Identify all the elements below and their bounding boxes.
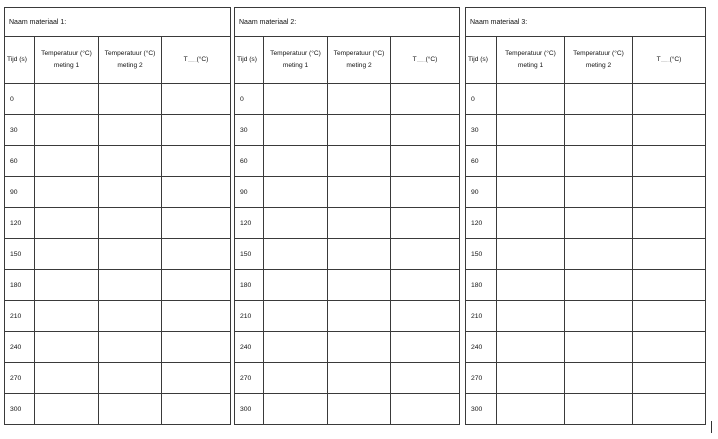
- time-value: 90: [466, 177, 497, 208]
- measurement-2-cell[interactable]: [565, 239, 633, 270]
- measurement-2-cell[interactable]: [99, 115, 162, 146]
- measurement-2-cell[interactable]: [99, 394, 162, 425]
- average-cell[interactable]: [391, 270, 460, 301]
- table-row: [5, 363, 231, 394]
- table-row: [5, 208, 231, 239]
- table-row: [5, 115, 231, 146]
- measurement-2-cell[interactable]: [565, 394, 633, 425]
- average-cell[interactable]: [162, 363, 231, 394]
- average-cell[interactable]: [162, 394, 231, 425]
- avg-subscript: ........: [187, 57, 197, 63]
- table-row: [235, 146, 460, 177]
- temperature-measurement-2-header-line2: meting 2: [346, 62, 372, 69]
- average-cell[interactable]: [633, 146, 706, 177]
- time-value: 60: [235, 146, 264, 177]
- time-value: 240: [5, 332, 35, 363]
- average-cell[interactable]: [633, 332, 706, 363]
- measurement-1-cell[interactable]: [497, 208, 565, 239]
- measurement-2-cell[interactable]: [328, 239, 391, 270]
- measurement-1-cell[interactable]: [35, 394, 99, 425]
- table-row: [466, 301, 706, 332]
- measurement-2-cell[interactable]: [99, 146, 162, 177]
- average-cell[interactable]: [391, 146, 460, 177]
- time-value: 270: [235, 363, 264, 394]
- time-value: 90: [235, 177, 264, 208]
- time-value: 210: [466, 301, 497, 332]
- measurement-2-cell[interactable]: [328, 301, 391, 332]
- time-column-header: Tijd (s): [5, 37, 35, 84]
- measurement-1-cell[interactable]: [35, 208, 99, 239]
- measurement-1-cell[interactable]: [497, 332, 565, 363]
- measurement-1-cell[interactable]: [264, 177, 328, 208]
- average-cell[interactable]: [391, 394, 460, 425]
- average-cell[interactable]: [162, 332, 231, 363]
- measurement-table-2: [234, 7, 460, 425]
- measurement-2-cell[interactable]: [328, 332, 391, 363]
- measurement-1-cell[interactable]: [497, 84, 565, 115]
- table-row: [5, 177, 231, 208]
- table-row: [5, 239, 231, 270]
- measurement-1-cell[interactable]: [35, 301, 99, 332]
- average-cell[interactable]: [633, 394, 706, 425]
- table-row: [466, 332, 706, 363]
- temperature-measurement-1-header: [497, 37, 565, 84]
- avg-unit: (°C): [425, 55, 438, 63]
- table-row: [466, 394, 706, 425]
- measurement-1-cell[interactable]: [35, 332, 99, 363]
- average-cell[interactable]: [633, 363, 706, 394]
- measurement-1-cell[interactable]: [35, 177, 99, 208]
- temperature-measurement-1-header-line2: meting 1: [282, 62, 309, 69]
- measurement-2-cell[interactable]: [328, 394, 391, 425]
- average-cell[interactable]: [162, 208, 231, 239]
- measurement-1-cell[interactable]: [497, 301, 565, 332]
- measurement-2-cell[interactable]: [99, 177, 162, 208]
- temperature-measurement-1-header: [264, 37, 328, 84]
- average-temperature-header: [162, 37, 231, 84]
- temperature-measurement-1-header-line2: meting 1: [517, 62, 544, 69]
- time-column-header: Tijd (s): [466, 37, 497, 84]
- average-cell[interactable]: [162, 115, 231, 146]
- time-value: 180: [235, 270, 264, 301]
- avg-subscript: ........: [416, 57, 426, 63]
- measurement-1-cell[interactable]: [497, 239, 565, 270]
- measurement-1-cell[interactable]: [497, 115, 565, 146]
- measurement-table-3: [465, 7, 706, 425]
- table-row: [235, 332, 460, 363]
- measurement-2-cell[interactable]: [328, 84, 391, 115]
- measurement-2-cell[interactable]: [565, 84, 633, 115]
- average-cell[interactable]: [162, 177, 231, 208]
- measurement-2-cell[interactable]: [565, 115, 633, 146]
- time-value: 210: [235, 301, 264, 332]
- material-name-field[interactable]: Naam materiaal 1:: [5, 8, 231, 37]
- table-row: [5, 301, 231, 332]
- measurement-2-cell[interactable]: [99, 363, 162, 394]
- average-cell[interactable]: [633, 84, 706, 115]
- average-cell[interactable]: [633, 177, 706, 208]
- average-cell[interactable]: [162, 270, 231, 301]
- measurement-1-cell[interactable]: [264, 208, 328, 239]
- measurement-1-cell[interactable]: [497, 177, 565, 208]
- avg-unit: (°C): [196, 55, 209, 63]
- time-value: 30: [235, 115, 264, 146]
- temperature-measurement-1-header-line1: Temperatuur (°C): [505, 50, 556, 57]
- measurement-2-cell[interactable]: [565, 332, 633, 363]
- avg-symbol: T: [656, 55, 661, 63]
- measurement-2-cell[interactable]: [565, 301, 633, 332]
- temperature-measurement-1-header-line1: Temperatuur (°C): [41, 50, 92, 57]
- table-row: [5, 146, 231, 177]
- average-cell[interactable]: [633, 208, 706, 239]
- measurement-2-cell[interactable]: [565, 177, 633, 208]
- time-value: 120: [466, 208, 497, 239]
- measurement-1-cell[interactable]: [264, 270, 328, 301]
- measurement-1-cell[interactable]: [35, 239, 99, 270]
- measurement-1-cell[interactable]: [35, 146, 99, 177]
- table-row: [466, 84, 706, 115]
- time-value: 270: [5, 363, 35, 394]
- measurement-2-cell[interactable]: [565, 270, 633, 301]
- average-cell[interactable]: [162, 301, 231, 332]
- measurement-1-cell[interactable]: [497, 363, 565, 394]
- time-value: 240: [235, 332, 264, 363]
- time-value: 30: [466, 115, 497, 146]
- average-cell[interactable]: [162, 84, 231, 115]
- temperature-measurement-2-header-line1: Temperatuur (°C): [333, 50, 385, 57]
- temperature-measurement-2-header-line1: Temperatuur (°C): [573, 50, 624, 57]
- measurement-1-cell[interactable]: [497, 394, 565, 425]
- time-value: 300: [466, 394, 497, 425]
- table-row: [5, 332, 231, 363]
- average-cell[interactable]: [391, 115, 460, 146]
- temperature-measurement-2-header-line2: meting 2: [117, 62, 143, 69]
- text-cursor: [711, 421, 712, 433]
- table-row: [466, 115, 706, 146]
- temperature-measurement-2-header-line1: Temperatuur (°C): [104, 50, 156, 57]
- table-row: [235, 301, 460, 332]
- time-value: 180: [5, 270, 35, 301]
- measurement-1-cell[interactable]: [35, 115, 99, 146]
- average-cell[interactable]: [391, 84, 460, 115]
- measurement-2-cell[interactable]: [328, 363, 391, 394]
- measurement-2-cell[interactable]: [328, 208, 391, 239]
- measurement-2-cell[interactable]: [99, 208, 162, 239]
- temperature-measurement-1-header-line1: Temperatuur (°C): [270, 50, 321, 57]
- temperature-measurement-2-header-line2: meting 2: [585, 62, 612, 69]
- measurement-1-cell[interactable]: [264, 332, 328, 363]
- measurement-2-cell[interactable]: [565, 208, 633, 239]
- time-value: 0: [466, 84, 497, 115]
- measurement-2-cell[interactable]: [99, 239, 162, 270]
- table-row: [5, 394, 231, 425]
- average-cell[interactable]: [633, 301, 706, 332]
- average-cell[interactable]: [391, 332, 460, 363]
- table-row: [466, 239, 706, 270]
- measurement-1-cell[interactable]: [35, 363, 99, 394]
- average-cell[interactable]: [391, 363, 460, 394]
- average-temperature-header: [391, 37, 460, 84]
- measurement-2-cell[interactable]: [565, 146, 633, 177]
- time-value: 240: [466, 332, 497, 363]
- material-name-field[interactable]: Naam materiaal 2:: [235, 8, 460, 37]
- table-row: [235, 239, 460, 270]
- time-value: 150: [5, 239, 35, 270]
- average-cell[interactable]: [391, 239, 460, 270]
- time-value: 60: [466, 146, 497, 177]
- average-cell[interactable]: [391, 208, 460, 239]
- measurement-1-cell[interactable]: [264, 115, 328, 146]
- time-value: 300: [235, 394, 264, 425]
- time-column-header: Tijd (s): [235, 37, 264, 84]
- time-value: 0: [5, 84, 35, 115]
- time-value: 180: [466, 270, 497, 301]
- measurement-1-cell[interactable]: [264, 239, 328, 270]
- material-name-field[interactable]: Naam materiaal 3:: [466, 8, 706, 37]
- time-value: 60: [5, 146, 35, 177]
- measurement-2-cell[interactable]: [328, 146, 391, 177]
- average-cell[interactable]: [391, 177, 460, 208]
- time-value: 120: [5, 208, 35, 239]
- temperature-measurement-1-header-line2: meting 1: [53, 62, 80, 69]
- table-row: [466, 208, 706, 239]
- time-value: 150: [466, 239, 497, 270]
- time-value: 300: [5, 394, 35, 425]
- measurement-2-cell[interactable]: [328, 177, 391, 208]
- average-cell[interactable]: [162, 239, 231, 270]
- measurement-2-cell[interactable]: [565, 363, 633, 394]
- table-row: [235, 115, 460, 146]
- table-row: [235, 363, 460, 394]
- time-value: 270: [466, 363, 497, 394]
- measurement-1-cell[interactable]: [497, 146, 565, 177]
- table-row: [466, 177, 706, 208]
- average-cell[interactable]: [633, 239, 706, 270]
- average-cell[interactable]: [633, 115, 706, 146]
- measurement-2-cell[interactable]: [328, 270, 391, 301]
- measurement-table-1: [4, 7, 231, 425]
- time-value: 90: [5, 177, 35, 208]
- measurement-1-cell[interactable]: [264, 84, 328, 115]
- measurement-2-cell[interactable]: [99, 84, 162, 115]
- temperature-measurement-2-header: [99, 37, 162, 84]
- table-row: [235, 270, 460, 301]
- measurement-2-cell[interactable]: [99, 332, 162, 363]
- table-row: [466, 270, 706, 301]
- measurement-2-cell[interactable]: [99, 301, 162, 332]
- table-row: [5, 270, 231, 301]
- time-value: 30: [5, 115, 35, 146]
- table-row: [235, 394, 460, 425]
- measurement-2-cell[interactable]: [328, 115, 391, 146]
- avg-subscript: ........: [660, 57, 670, 63]
- avg-symbol: T: [183, 55, 188, 63]
- time-value: 150: [235, 239, 264, 270]
- measurement-1-cell[interactable]: [264, 394, 328, 425]
- measurement-1-cell[interactable]: [35, 84, 99, 115]
- measurement-1-cell[interactable]: [264, 363, 328, 394]
- temperature-measurement-2-header: [328, 37, 391, 84]
- time-value: 210: [5, 301, 35, 332]
- table-row: [5, 84, 231, 115]
- table-row: [235, 208, 460, 239]
- table-row: [466, 363, 706, 394]
- measurement-1-cell[interactable]: [35, 270, 99, 301]
- table-row: [235, 84, 460, 115]
- temperature-measurement-2-header: [565, 37, 633, 84]
- table-row: [235, 177, 460, 208]
- time-value: 0: [235, 84, 264, 115]
- average-temperature-header: [633, 37, 706, 84]
- average-cell[interactable]: [162, 146, 231, 177]
- average-cell[interactable]: [391, 301, 460, 332]
- average-cell[interactable]: [633, 270, 706, 301]
- avg-unit: (°C): [669, 55, 682, 63]
- measurement-1-cell[interactable]: [264, 301, 328, 332]
- avg-symbol: T: [412, 55, 417, 63]
- table-row: [466, 146, 706, 177]
- measurement-1-cell[interactable]: [497, 270, 565, 301]
- measurement-2-cell[interactable]: [99, 270, 162, 301]
- temperature-measurement-1-header: [35, 37, 99, 84]
- measurement-1-cell[interactable]: [264, 146, 328, 177]
- time-value: 120: [235, 208, 264, 239]
